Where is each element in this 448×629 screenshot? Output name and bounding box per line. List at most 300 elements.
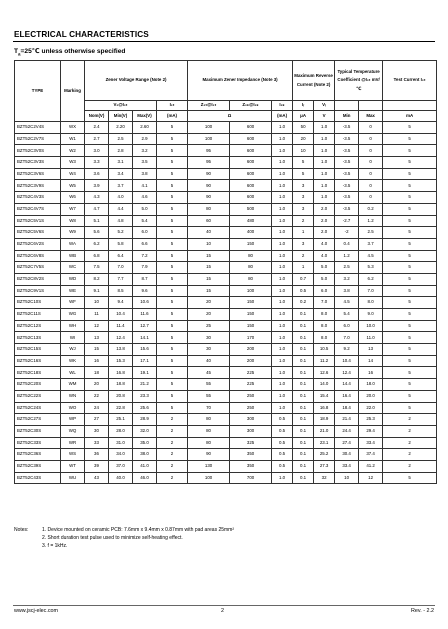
table-row [15, 379, 437, 391]
table-cell: 8.7 [133, 273, 157, 285]
table-cell: 21.2 [133, 379, 157, 391]
table-cell: WM [61, 379, 85, 391]
table-cell: W8 [61, 215, 85, 227]
table-cell: 1.0 [272, 122, 293, 134]
table-cell: 9.0 [359, 309, 383, 321]
note-2: 2. Short duration test pulse used to minimize self-heating effect. [42, 534, 183, 541]
table-cell: 4.0 [109, 192, 133, 204]
table-cell: 0 [359, 145, 383, 157]
table-cell: 0.5 [272, 449, 293, 461]
table-cell: 7.9 [133, 262, 157, 274]
table-cell: WH [61, 320, 85, 332]
table-cell: 25.2 [314, 449, 335, 461]
table-cell: 150 [230, 238, 272, 250]
table-cell: WA [61, 238, 85, 250]
table-cell: 13.8 [109, 344, 133, 356]
table-cell: 10 [335, 472, 359, 484]
table-cell: 5 [383, 145, 437, 157]
table-cell: BZT52C12S [15, 320, 61, 332]
table-cell: 10.0 [359, 320, 383, 332]
table-row [15, 157, 437, 169]
table-cell: BZT52C18S [15, 367, 61, 379]
table-cell: BZT52C9V1S [15, 285, 61, 297]
table-cell: 14.1 [133, 332, 157, 344]
header-test-current: Test Current I₂ₜ [383, 61, 437, 101]
table-cell: -3.5 [335, 203, 359, 215]
table-row [15, 273, 437, 285]
table-cell: 0.4 [335, 238, 359, 250]
table-cell: 31.0 [109, 437, 133, 449]
header-empty-3 [383, 101, 437, 111]
table-cell: 90 [188, 449, 230, 461]
header-max-impedance: Maximum Zener Impedance (Note 3) [188, 61, 293, 101]
title-divider [13, 41, 435, 42]
table-cell: 1.0 [314, 168, 335, 180]
table-cell: 5 [157, 157, 188, 169]
table-cell: 27.3 [314, 460, 335, 472]
table-cell: 600 [230, 122, 272, 134]
table-cell: 28.9 [133, 414, 157, 426]
table-cell: BZT52C10S [15, 297, 61, 309]
table-cell: 1.0 [314, 133, 335, 145]
table-cell: 1.0 [272, 133, 293, 145]
table-cell: 2.7 [85, 133, 109, 145]
table-cell: 5 [383, 122, 437, 134]
table-cell: 5 [383, 379, 437, 391]
table-cell: 17.1 [133, 355, 157, 367]
table-cell: 6.0 [133, 227, 157, 239]
table-cell: 7.7 [109, 273, 133, 285]
table-cell: WB [61, 250, 85, 262]
table-cell: 200 [230, 344, 272, 356]
table-cell: 9.2 [335, 344, 359, 356]
table-cell: BZT52C4V3S [15, 192, 61, 204]
table-cell: 80 [188, 425, 230, 437]
header-zener-voltage: Zener Voltage Range (Note 2) [85, 61, 188, 101]
table-cell: 5 [157, 285, 188, 297]
table-cell: 1.0 [272, 215, 293, 227]
table-cell: 22.0 [359, 402, 383, 414]
table-row [15, 460, 437, 472]
table-cell: WI [61, 332, 85, 344]
table-cell: 5 [157, 367, 188, 379]
table-cell: 350 [230, 449, 272, 461]
unit-min-v: Min(V) [109, 111, 133, 122]
table-cell: 43 [85, 472, 109, 484]
table-cell: 3.0 [85, 145, 109, 157]
table-cell: 4.0 [314, 250, 335, 262]
table-cell: 9.6 [133, 285, 157, 297]
table-cell: 3.2 [133, 145, 157, 157]
table-cell: 5 [383, 402, 437, 414]
unit-ua: μA [293, 111, 314, 122]
table-cell: 2.20 [109, 122, 133, 134]
table-row [15, 344, 437, 356]
table-cell: 2.0 [314, 203, 335, 215]
table-cell: 3.4 [109, 168, 133, 180]
table-cell: WT [61, 460, 85, 472]
table-cell: -3.5 [335, 180, 359, 192]
table-cell: 1.0 [272, 332, 293, 344]
table-cell: 20.8 [109, 390, 133, 402]
table-row [15, 215, 437, 227]
table-cell: BZT52C3V3S [15, 157, 61, 169]
table-cell: 39 [85, 460, 109, 472]
table-cell: 225 [230, 379, 272, 391]
table-cell: 5 [157, 133, 188, 145]
table-cell: 2 [383, 425, 437, 437]
table-cell: 15 [188, 262, 230, 274]
table-row [15, 390, 437, 402]
table-cell: 37.4 [359, 449, 383, 461]
table-cell: 45 [188, 367, 230, 379]
table-cell: 6.4 [109, 250, 133, 262]
table-cell: WC [61, 262, 85, 274]
unit-max-v: Max(V) [133, 111, 157, 122]
table-cell: 4.6 [133, 192, 157, 204]
table-cell: 325 [230, 437, 272, 449]
table-cell: W2 [61, 145, 85, 157]
table-cell: 11 [85, 309, 109, 321]
table-row [15, 122, 437, 134]
table-cell: 5 [383, 203, 437, 215]
table-cell: 3.3 [85, 157, 109, 169]
table-cell: 90 [188, 168, 230, 180]
table-cell: 30 [188, 332, 230, 344]
table-cell: 5 [383, 273, 437, 285]
table-cell: 12.7 [133, 320, 157, 332]
table-cell: 90 [188, 180, 230, 192]
table-row [15, 145, 437, 157]
table-cell: 16 [359, 367, 383, 379]
table-cell: BZT52C6V2S [15, 238, 61, 250]
table-row [15, 414, 437, 426]
table-cell: 0.5 [272, 437, 293, 449]
table-cell: BZT52C2V7S [15, 133, 61, 145]
table-cell: WJ [61, 344, 85, 356]
table-cell: 1.0 [272, 344, 293, 356]
table-cell: 0.2 [359, 203, 383, 215]
table-cell: 0.1 [293, 414, 314, 426]
table-cell: 1.0 [272, 297, 293, 309]
table-cell: 50 [293, 122, 314, 134]
table-cell: 4.7 [85, 203, 109, 215]
table-cell: 1.0 [314, 192, 335, 204]
table-cell: 1.0 [272, 379, 293, 391]
table-cell: 55 [188, 379, 230, 391]
table-cell: 1.0 [272, 168, 293, 180]
table-cell: 5 [157, 262, 188, 274]
table-cell: 5 [157, 379, 188, 391]
table-cell: 0 [359, 180, 383, 192]
table-cell: 4.8 [109, 215, 133, 227]
table-cell: WN [61, 390, 85, 402]
header-izt: I₂ₜ [157, 101, 188, 111]
table-cell: 5 [157, 297, 188, 309]
table-cell: 14.0 [314, 379, 335, 391]
table-cell: 3 [293, 203, 314, 215]
table-cell: 1.0 [272, 390, 293, 402]
notes [14, 527, 234, 550]
table-row [15, 262, 437, 274]
table-cell: -3.5 [335, 133, 359, 145]
table-cell: WG [61, 309, 85, 321]
table-cell: 16.8 [314, 402, 335, 414]
table-cell: 12 [85, 320, 109, 332]
table-cell: 2 [293, 215, 314, 227]
table-cell: 15.4 [314, 390, 335, 402]
table-row [15, 297, 437, 309]
table-cell: 5 [157, 320, 188, 332]
table-cell: 41.0 [133, 460, 157, 472]
table-cell: 0.1 [293, 449, 314, 461]
table-cell: 0.2 [293, 297, 314, 309]
table-cell: 4.0 [314, 238, 335, 250]
table-cell: 2.5 [335, 262, 359, 274]
table-cell: W1 [61, 133, 85, 145]
table-cell: 22.8 [109, 402, 133, 414]
table-cell: 300 [230, 425, 272, 437]
table-cell: 2.4 [85, 122, 109, 134]
table-cell: 27 [85, 414, 109, 426]
table-cell: 0.1 [293, 309, 314, 321]
table-cell: BZT52C3V6S [15, 168, 61, 180]
table-cell: 5 [383, 227, 437, 239]
table-cell: 0 [359, 122, 383, 134]
table-cell: 15.3 [109, 355, 133, 367]
table-cell: 5 [383, 320, 437, 332]
test-condition: $T_a=25℃$ unless otherwise specified [14, 48, 126, 57]
table-cell: 5.4 [335, 309, 359, 321]
table-cell: 28.0 [109, 425, 133, 437]
table-cell: 8.0 [359, 297, 383, 309]
table-cell: 150 [230, 309, 272, 321]
table-cell: 24 [85, 402, 109, 414]
table-cell: 4.1 [133, 180, 157, 192]
table-cell: 150 [230, 320, 272, 332]
table-cell: 250 [230, 402, 272, 414]
table-cell: WS [61, 449, 85, 461]
table-row [15, 180, 437, 192]
table-cell: 38.0 [133, 449, 157, 461]
table-cell: 34.0 [109, 449, 133, 461]
table-cell: 2 [383, 460, 437, 472]
table-cell: 8.0 [314, 320, 335, 332]
table-cell: 20 [85, 379, 109, 391]
table-row [15, 449, 437, 461]
table-cell: WO [61, 402, 85, 414]
table-cell: WE [61, 285, 85, 297]
unit-izk-ma: (mA) [272, 111, 293, 122]
table-cell: 18 [85, 367, 109, 379]
header-zzt: Z₂ₜ@I₂ₜ [188, 101, 230, 111]
table-cell: BZT52C36S [15, 449, 61, 461]
table-cell: 0.1 [293, 402, 314, 414]
table-cell: 2.8 [109, 145, 133, 157]
table-cell: 1.0 [272, 238, 293, 250]
table-cell: 24.4 [335, 425, 359, 437]
table-cell: 27.4 [335, 437, 359, 449]
table-cell: 5 [157, 273, 188, 285]
table-cell: 1.0 [272, 192, 293, 204]
table-cell: 4.4 [109, 203, 133, 215]
table-cell: 11.2 [314, 355, 335, 367]
header-type: TYPE [15, 61, 61, 122]
unit-nom-v: Nom(V) [85, 111, 109, 122]
table-cell: 600 [230, 168, 272, 180]
table-cell: 95 [188, 145, 230, 157]
table-cell: 7.0 [335, 332, 359, 344]
table-cell: 15.6 [133, 344, 157, 356]
table-cell: -3.5 [335, 192, 359, 204]
table-cell: 10.4 [335, 355, 359, 367]
table-cell: 1.0 [272, 402, 293, 414]
table-cell: 6.0 [314, 285, 335, 297]
table-cell: 80 [188, 414, 230, 426]
table-cell: 0.1 [293, 390, 314, 402]
table-cell: 170 [230, 332, 272, 344]
table-cell: 46.0 [133, 472, 157, 484]
footer-page-number: 2 [221, 608, 224, 614]
table-cell: W5 [61, 180, 85, 192]
table-cell: 3 [293, 192, 314, 204]
table-cell: 3.9 [85, 180, 109, 192]
table-cell: 350 [230, 460, 272, 472]
table-cell: 11.6 [133, 309, 157, 321]
table-cell: 7.0 [359, 285, 383, 297]
table-cell: 3.7 [359, 238, 383, 250]
table-cell: BZT52C11S [15, 309, 61, 321]
header-max-reverse: Maximum Reverse Current (Note 2) [293, 61, 335, 101]
table-row [15, 133, 437, 145]
table-row [15, 332, 437, 344]
table-cell: 1.0 [314, 180, 335, 192]
table-cell: 6.0 [335, 320, 359, 332]
table-cell: 7.0 [109, 262, 133, 274]
table-cell: 1.0 [314, 145, 335, 157]
table-cell: 1 [293, 227, 314, 239]
table-cell: 130 [188, 460, 230, 472]
table-cell: 5 [157, 355, 188, 367]
table-cell: 55 [188, 390, 230, 402]
table-cell: -3.5 [335, 157, 359, 169]
table-cell: 0.1 [293, 320, 314, 332]
table-cell: 700 [230, 472, 272, 484]
table-cell: 5 [383, 238, 437, 250]
table-cell: BZT52C24S [15, 402, 61, 414]
table-cell: 0.1 [293, 367, 314, 379]
table-cell: 9.1 [85, 285, 109, 297]
table-cell: 9.4 [109, 297, 133, 309]
table-row [15, 320, 437, 332]
table-cell: 8.2 [85, 273, 109, 285]
table-cell: BZT52C33S [15, 437, 61, 449]
table-cell: 15 [188, 250, 230, 262]
table-cell: 18.0 [359, 379, 383, 391]
table-cell: 5 [157, 309, 188, 321]
table-row [15, 355, 437, 367]
table-row [15, 367, 437, 379]
table-cell: 22 [85, 390, 109, 402]
table-cell: 80 [230, 250, 272, 262]
table-cell: 0.1 [293, 344, 314, 356]
table-row [15, 227, 437, 239]
table-cell: 10 [85, 297, 109, 309]
table-cell: 2 [157, 425, 188, 437]
table-cell: 1.0 [272, 367, 293, 379]
table-cell: 1.0 [272, 355, 293, 367]
table-cell: 2 [293, 250, 314, 262]
table-row [15, 285, 437, 297]
header-vz-at-izt: V₂@I₂ₜ [85, 101, 157, 111]
table-row [15, 437, 437, 449]
footer-website[interactable]: www.jscj-elec.com [14, 608, 59, 614]
table-cell: WK [61, 355, 85, 367]
table-cell: 3 [293, 180, 314, 192]
table-cell: BZT52C15S [15, 344, 61, 356]
table-cell: 41.2 [359, 460, 383, 472]
table-cell: 600 [230, 180, 272, 192]
table-cell: 5 [157, 250, 188, 262]
table-cell: 0.1 [293, 355, 314, 367]
table-cell: 250 [230, 390, 272, 402]
table-cell: 1.0 [314, 157, 335, 169]
table-cell: 5 [157, 227, 188, 239]
table-cell: WL [61, 367, 85, 379]
table-cell: 13 [359, 344, 383, 356]
table-cell: 12 [359, 472, 383, 484]
table-cell: 0.1 [293, 332, 314, 344]
table-cell: 7.2 [133, 250, 157, 262]
table-cell: 10.5 [314, 344, 335, 356]
table-cell: 2.5 [359, 227, 383, 239]
table-cell: 2.60 [133, 122, 157, 134]
table-cell: 10.4 [109, 309, 133, 321]
table-cell: 23.3 [133, 390, 157, 402]
table-cell: 5 [383, 332, 437, 344]
table-cell: 5 [157, 203, 188, 215]
table-cell: BZT52C5V6S [15, 227, 61, 239]
table-cell: 19.1 [133, 367, 157, 379]
table-row [15, 168, 437, 180]
table-cell: 15 [85, 344, 109, 356]
table-cell: 2 [383, 437, 437, 449]
table-cell: -3.5 [335, 168, 359, 180]
table-cell: 33.4 [335, 460, 359, 472]
table-cell: BZT52C16S [15, 355, 61, 367]
table-cell: 5.0 [133, 203, 157, 215]
table-cell: 16.4 [335, 390, 359, 402]
table-cell: 6.2 [359, 273, 383, 285]
table-cell: 1.0 [272, 285, 293, 297]
header-marking: Marking [61, 61, 85, 122]
table-cell: 13 [85, 332, 109, 344]
table-cell: 20.0 [359, 390, 383, 402]
table-cell: 80 [230, 273, 272, 285]
table-cell: 2.5 [109, 133, 133, 145]
header-empty-1 [335, 101, 359, 111]
table-cell: 2.0 [314, 215, 335, 227]
table-cell: 2 [383, 449, 437, 461]
table-cell: 2 [157, 414, 188, 426]
table-cell: 2.0 [314, 227, 335, 239]
table-cell: 5 [383, 192, 437, 204]
table-cell: 3.8 [335, 285, 359, 297]
table-cell: 25.6 [133, 402, 157, 414]
table-row [15, 203, 437, 215]
table-cell: 21.4 [335, 414, 359, 426]
table-cell: 18.4 [335, 402, 359, 414]
